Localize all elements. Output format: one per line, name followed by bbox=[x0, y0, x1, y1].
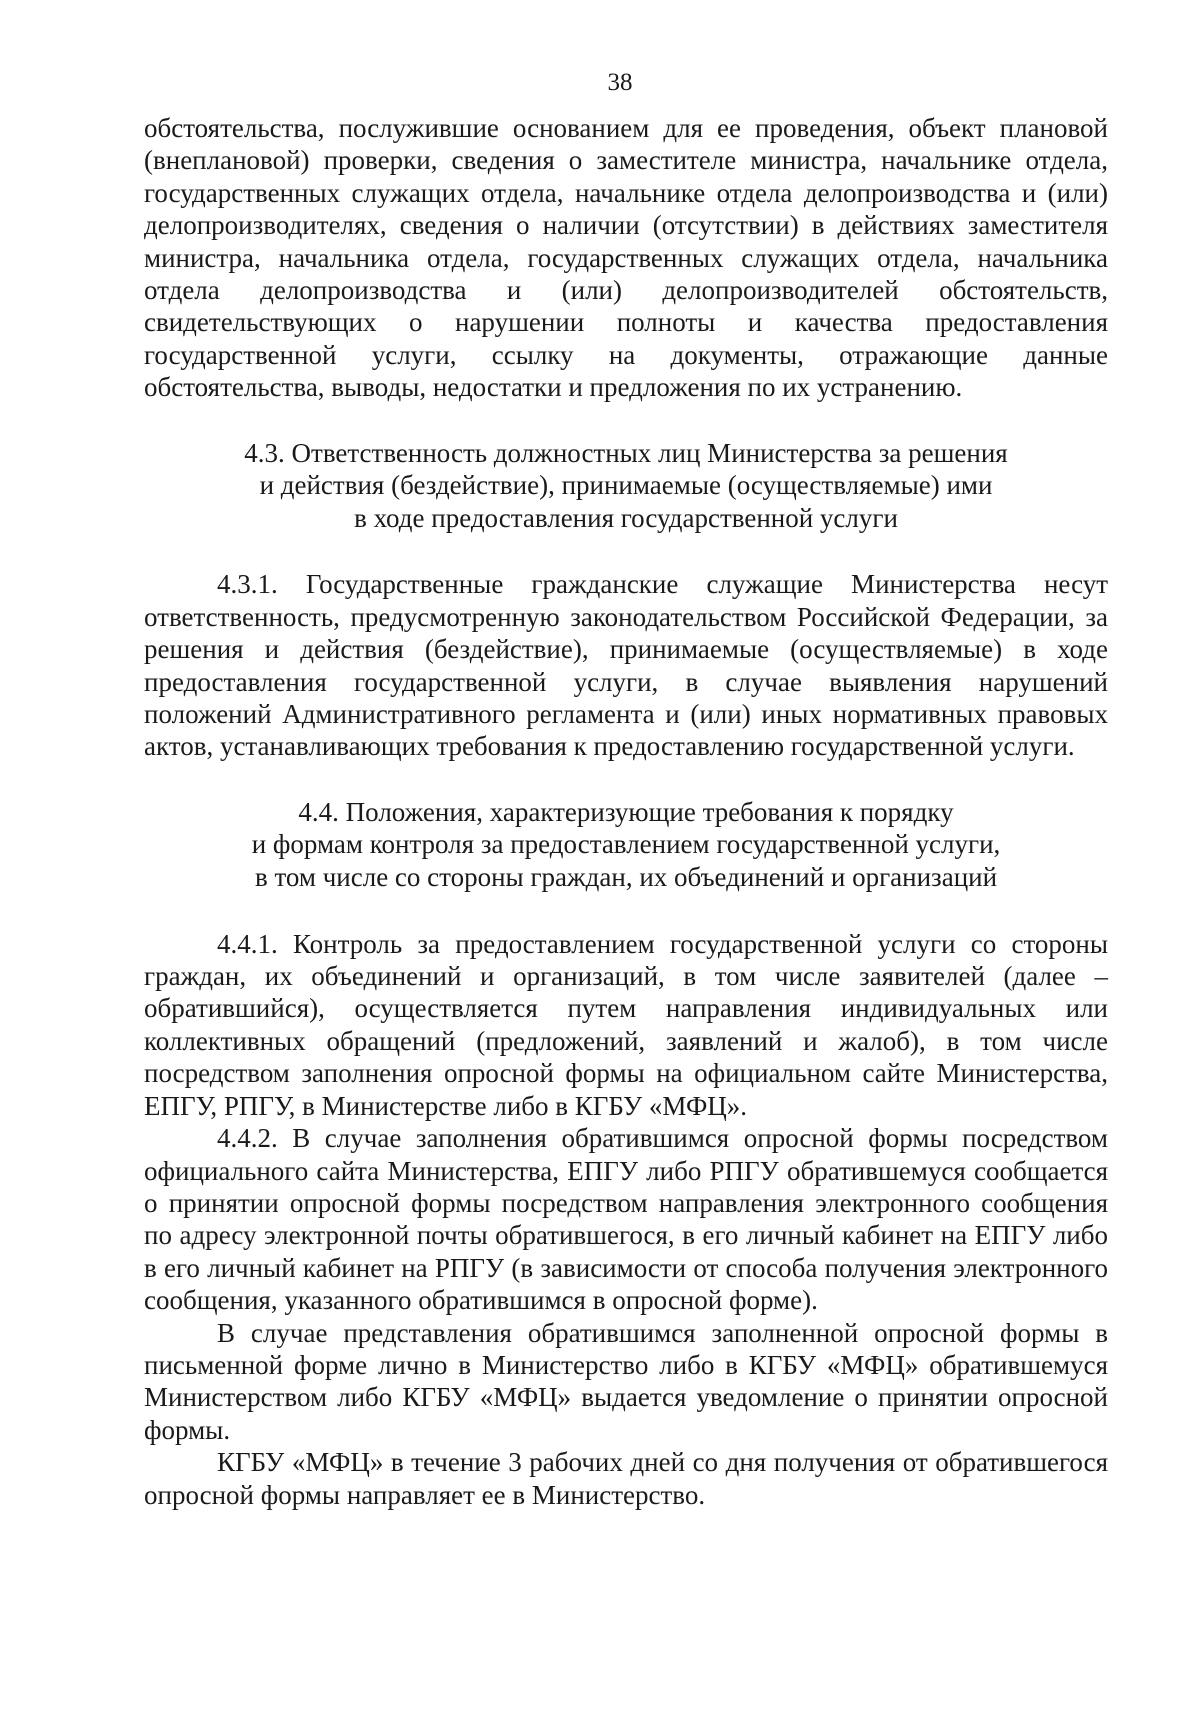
section-heading-4-4 bbox=[144, 796, 1108, 894]
heading-line: и действия (бездействие), принимаемые (осуществляемые) ими bbox=[259, 470, 993, 501]
paragraph-continuation: обстоятельства, послужившие основанием для ее проведения, объект плановой (внеплановой) проверки, сведения о заместителе министра, начальнике отдела, государственных служащих отдела, начальнике отдела делопроизводства и (или) делопроизводителях, сведения о наличии (отсутствии) в действиях заместителя министра, начальника отдела, государственных служащих отдела, начальника отдела делопроизводства и (или) делопроизводителей обстоятельств, свидетельствующих о нарушении полноты и качества предоставления государственной услуги, ссылку на документы, отражающие данные обстоятельства, выводы, недостатки и предложения по их устранению. bbox=[144, 113, 1108, 403]
paragraph-4-4-1: 4.4.1. Контроль за предоставлением государственной услуги со стороны граждан, их объединений и организаций, в том числе заявителей (далее – обратившийся), осуществляется путем направления индивидуальных или коллективных обращений (предложений, заявлений и жалоб), в том числе посредством заполнения опросной формы на официальном сайте Министерства, ЕПГУ, РПГУ, в Министерстве либо в КГБУ «МФЦ». bbox=[144, 928, 1108, 1121]
heading-line: в том числе со стороны граждан, их объединений и организаций bbox=[254, 862, 998, 893]
paragraph-4-3-1: 4.3.1. Государственные гражданские служащие Министерства несут ответственность, предусмотренную законодательством Российской Федерации, за решения и действия (бездействие), принимаемые (осуществляемые) в ходе предоставления государственной услуги, в случае выявления нарушений положений Административного регламента и (или) иных нормативных правовых актов, устанавливающих требования к предоставлению государственной услуги. bbox=[144, 569, 1108, 762]
paragraph-kgbu-transfer: КГБУ «МФЦ» в течение 3 рабочих дней со дня получения от обратившегося опросной формы направляет ее в Министерство. bbox=[144, 1447, 1108, 1510]
heading-line: в ходе предоставления государственной услуги bbox=[354, 502, 898, 533]
heading-line: и формам контроля за предоставлением государственной услуги, bbox=[251, 829, 1001, 860]
heading-line: 4.4. Положения, характеризующие требования к порядку bbox=[298, 796, 954, 827]
paragraph-written-form: В случае представления обратившимся заполненной опросной формы в письменной форме лично в Министерство либо в КГБУ «МФЦ» обратившемуся Министерством либо КГБУ «МФЦ» выдается уведомление о принятии опросной формы. bbox=[144, 1317, 1108, 1445]
page-number: 38 bbox=[607, 69, 633, 96]
heading-line: 4.3. Ответственность должностных лиц Министерства за решения bbox=[244, 437, 1008, 468]
section-heading-4-3 bbox=[144, 437, 1108, 535]
paragraph-4-4-2: 4.4.2. В случае заполнения обратившимся опросной формы посредством официального сайта Министерства, ЕПГУ либо РПГУ обратившемуся сообщается о принятии опросной формы посредством направления электронного сообщения по адресу электронной почты обратившегося, в его личный кабинет на ЕПГУ либо в его личный кабинет на РПГУ (в зависимости от способа получения электронного сообщения, указанного обратившимся в опросной форме). bbox=[144, 1123, 1108, 1316]
document-body bbox=[144, 112, 1108, 1511]
